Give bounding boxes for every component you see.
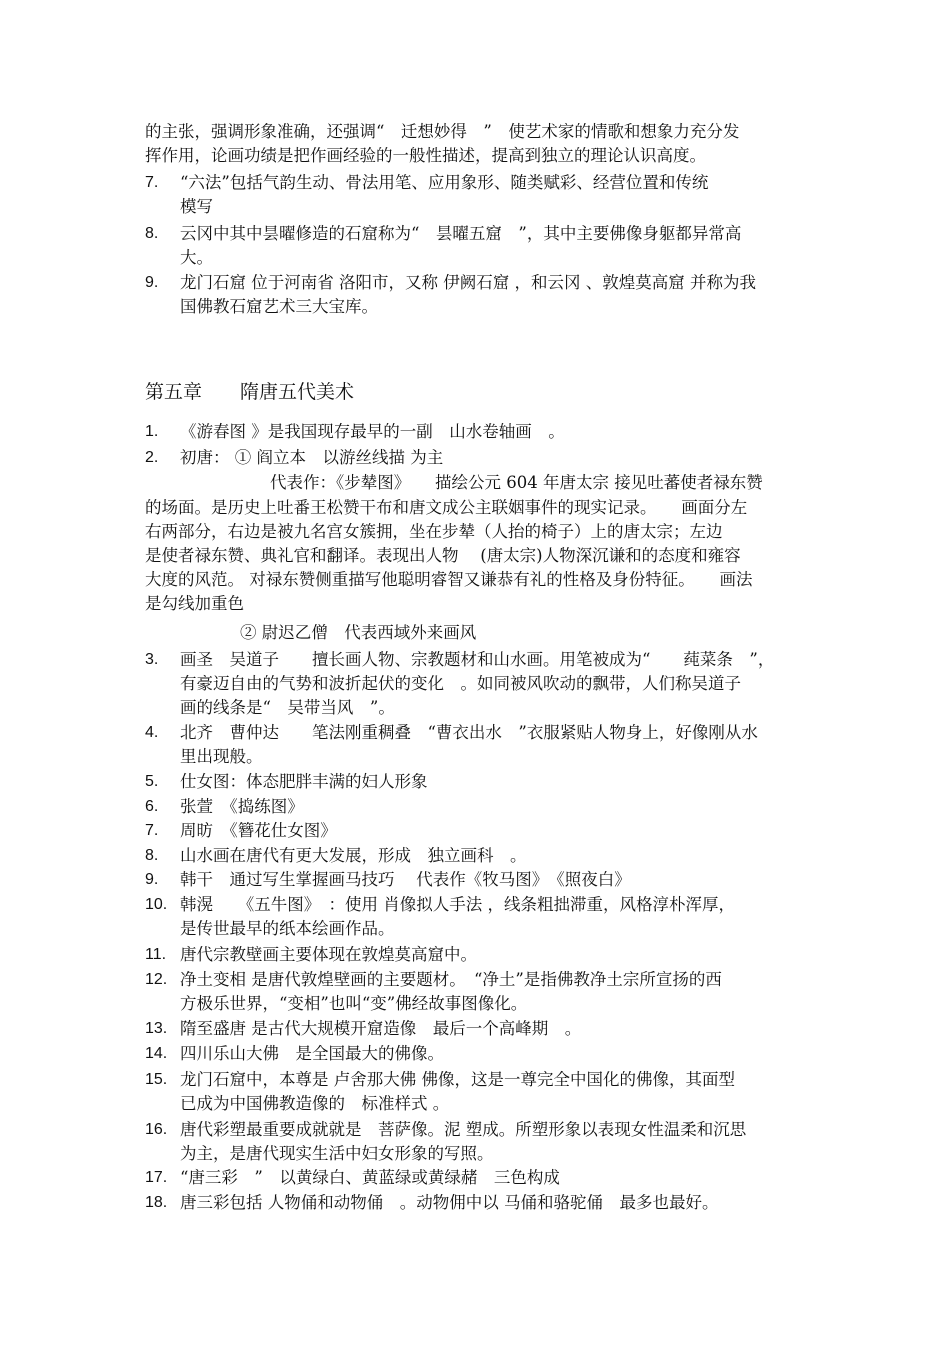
item-number: 7.: [145, 822, 159, 839]
item-text: 国佛教石窟艺术三大宝库。: [180, 297, 378, 316]
item-number: 3.: [145, 651, 159, 668]
item-number: 17.: [145, 1169, 168, 1186]
item-text: 画的线条是“ 吴带当风 ”。: [180, 698, 395, 717]
item-number: 6.: [145, 798, 159, 815]
item-number: 12.: [145, 971, 168, 988]
item-text: “唐三彩 ” 以黄绿白、黄蓝绿或黄绿赭 三色构成: [180, 1168, 560, 1187]
item-text: 净土变相 是唐代敦煌壁画的主要题材。 “净土”是指佛教净土宗所宣扬的西: [180, 970, 722, 989]
item-number: 7.: [145, 174, 159, 191]
item-text: 韩干 通过写生掌握画马技巧 代表作《牧马图》 《照夜白》: [180, 870, 631, 889]
item-text: 唐代宗教壁画主要体现在敦煌莫高窟中。: [180, 945, 477, 964]
paragraph-line: 的主张，强调形象准确，还强调“ 迁想妙得 ” 使艺术家的情歌和想象力充分发: [145, 122, 740, 141]
item-text: 画圣 吴道子 擅长画人物、宗教题材和山水画。用笔被成为“ 莼菜条 ”，: [180, 650, 775, 669]
item-text: 隋至盛唐 是古代大规模开窟造像 最后一个高峰期 。: [180, 1019, 582, 1038]
item-number: 9.: [145, 274, 159, 291]
item-text: 四川乐山大佛 是全国最大的佛像。: [180, 1044, 444, 1063]
item-text: 里出现般。: [180, 747, 263, 766]
item-number: 13.: [145, 1020, 168, 1037]
item-number: 10.: [145, 896, 168, 913]
item-text: 唐代彩塑最重要成就就是 菩萨像。泥 塑成。所塑形象以表现女性温柔和沉思: [180, 1120, 747, 1139]
item-number: 18.: [145, 1194, 168, 1211]
item-number: 8.: [145, 847, 159, 864]
item-text: 周昉 《簪花仕女图》: [180, 821, 337, 840]
item-text: 仕女图：体态肥胖丰满的妇人形象: [180, 772, 428, 791]
item-number: 9.: [145, 871, 159, 888]
item-number: 5.: [145, 773, 159, 790]
paragraph-line: 是使者禄东赞、典礼官和翻译。表现出人物 (唐太宗)人物深沉谦和的态度和雍容: [145, 546, 741, 565]
item-text: 北齐 曹仲达 笔法刚重稠叠 “曹衣出水 ”衣服紧贴人物身上，好像刚从水: [180, 723, 758, 742]
item-text: 是传世最早的纸本绘画作品。: [180, 919, 395, 938]
item-number: 8.: [145, 225, 159, 242]
item-number: 15.: [145, 1071, 168, 1088]
paragraph-line: 的场面。是历史上吐番王松赞干布和唐文成公主联姻事件的现实记录。 画面分左: [145, 498, 748, 517]
chapter-title: 第五章 隋唐五代美术: [145, 381, 355, 403]
paragraph-line: 挥作用，论画功绩是把作画经验的一般性描述，提高到独立的理论认识高度。: [145, 146, 706, 165]
item-text: 《游春图 》是我国现存最早的一副 山水卷轴画 。: [180, 422, 565, 441]
item-text: 大。: [180, 248, 213, 267]
item-number: 11.: [145, 946, 167, 963]
representative-work: 代表作：《步辇图》 描绘公元 604 年唐太宗 接见吐蕃使者禄东赞: [270, 473, 763, 492]
paragraph-line: 右两部分，右边是被九名宫女簇拥，坐在步辇（人抬的椅子）上的唐太宗；左边: [145, 522, 723, 541]
item-text: 山水画在唐代有更大发展，形成 独立画科 。: [180, 846, 527, 865]
item-text: 唐三彩包括 人物俑和动物俑 。动物佣中以 马俑和骆驼俑 最多也最好。: [180, 1193, 719, 1212]
item-text: 方极乐世界，“变相”也叫“变”佛经故事图像化。: [180, 994, 528, 1013]
paragraph-line: 大度的风范。 对禄东赞侧重描写他聪明睿智又谦恭有礼的性格及身份特征。 画法: [145, 570, 753, 589]
item-number: 4.: [145, 724, 159, 741]
item-number: 16.: [145, 1121, 168, 1138]
paragraph-line: 是勾线加重色: [145, 594, 244, 613]
item-text: 模写: [180, 197, 213, 216]
item-text: 龙门石窟 位于河南省 洛阳市，又称 伊阙石窟 ，和云冈 、敦煌莫高窟 并称为我: [180, 273, 756, 292]
item-text: 已成为中国佛教造像的 标准样式 。: [180, 1094, 450, 1113]
item-number: 1.: [145, 423, 159, 440]
item-text: “六法”包括气韵生动、骨法用笔、应用象形、随类赋彩、经营位置和传统: [180, 173, 709, 192]
item-text: 有豪迈自由的气势和波折起伏的变化 。如同被风吹动的飘带，人们称吴道子: [180, 674, 741, 693]
item-text: 初唐： ① 阎立本 以游丝线描 为主: [180, 448, 444, 467]
item-text: 云冈中其中昙曜修造的石窟称为“ 昙曜五窟 ”，其中主要佛像身躯都异常高: [180, 224, 742, 243]
item-number: 2.: [145, 449, 159, 466]
item-text: 为主，是唐代现实生活中妇女形象的写照。: [180, 1144, 494, 1163]
item-text: 龙门石窟中，本尊是 卢舍那大佛 佛像，这是一尊完全中国化的佛像，其面型: [180, 1070, 735, 1089]
sub-item: ② 尉迟乙僧 代表西域外来画风: [240, 623, 477, 642]
item-text: 张萱 《捣练图》: [180, 797, 304, 816]
item-text: 韩滉 《五牛图》 ：使用 肖像拟人手法 ，线条粗拙滞重，风格淳朴浑厚，: [180, 895, 735, 914]
item-number: 14.: [145, 1045, 168, 1062]
